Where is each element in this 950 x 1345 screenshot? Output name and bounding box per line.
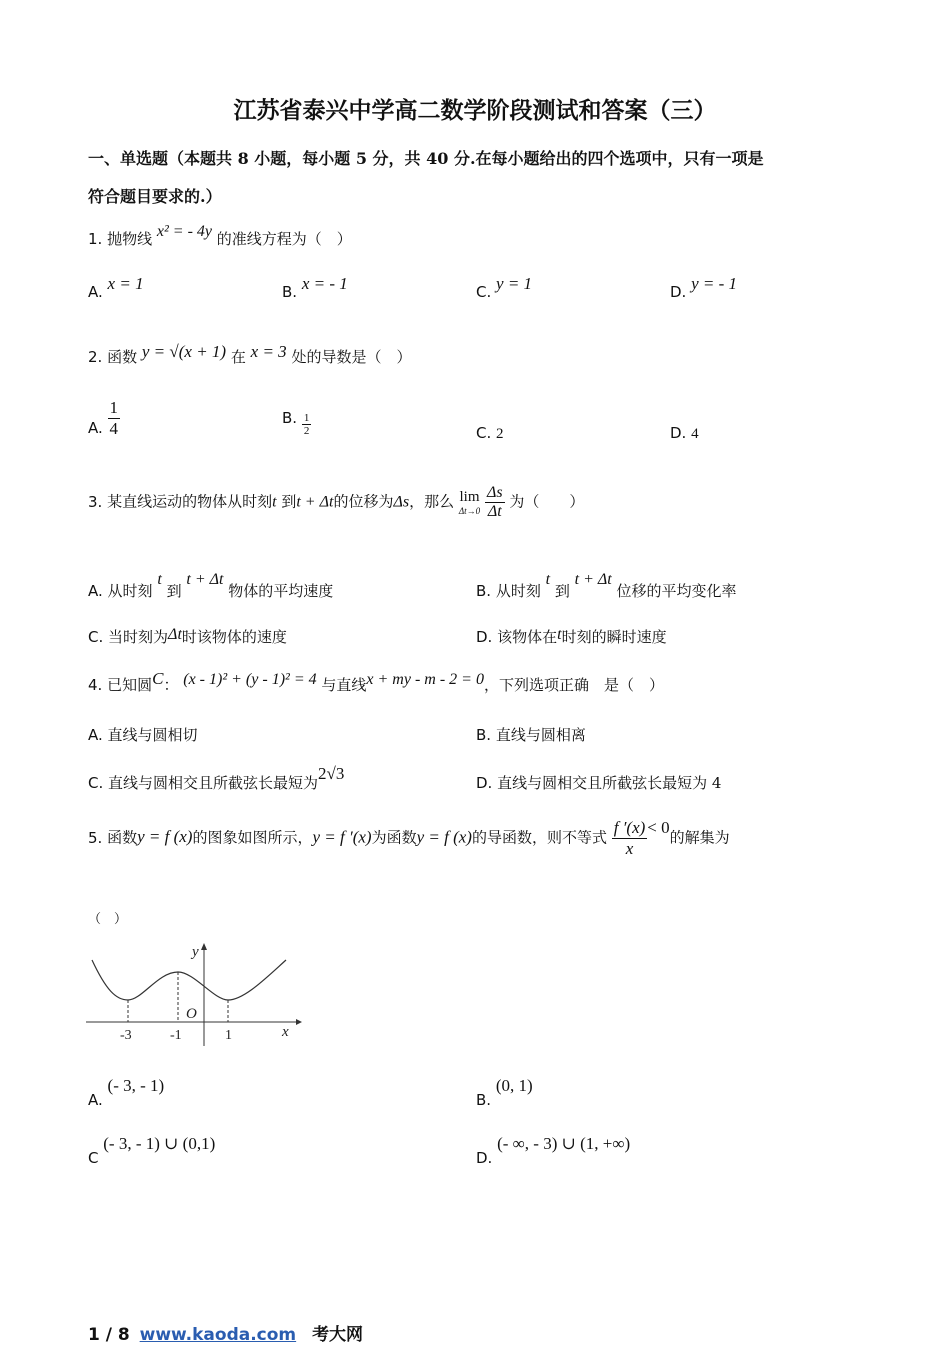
question-text: 的解集为 bbox=[669, 828, 730, 847]
option-text: y = 1 bbox=[496, 274, 533, 293]
fraction-denominator: 4 bbox=[109, 419, 119, 438]
equation: x² = - 4y bbox=[156, 223, 213, 240]
fraction-denominator: 2 bbox=[303, 425, 310, 437]
question-text: ，那么 bbox=[409, 492, 455, 511]
y-axis-arrow bbox=[201, 943, 207, 950]
equation: y = f (x) bbox=[137, 826, 193, 846]
question-text: 的准线方程为（ ） bbox=[216, 230, 352, 248]
equation: t + Δt bbox=[186, 571, 224, 588]
option-label: D. bbox=[476, 1149, 493, 1167]
equation: x = 3 bbox=[250, 342, 287, 361]
q5-option-d[interactable] bbox=[476, 1134, 631, 1167]
option-text: 从时刻 bbox=[495, 582, 541, 600]
equation: < 0 bbox=[647, 817, 670, 837]
limit-word: lim bbox=[459, 489, 480, 505]
option-label: C. bbox=[476, 283, 492, 301]
question-text: 在 bbox=[230, 348, 246, 366]
question-text: 为函数 bbox=[371, 828, 417, 847]
option-label: A. bbox=[88, 418, 103, 437]
question-text: 抛物线 bbox=[107, 230, 153, 248]
site-link[interactable]: www.kaoda.com bbox=[139, 1325, 297, 1345]
page-footer bbox=[88, 1320, 363, 1345]
page-number: 1 / 8 bbox=[88, 1325, 130, 1345]
question-text: 函数 bbox=[107, 348, 138, 366]
question-number: 5. bbox=[88, 828, 103, 847]
option-text: (- ∞, - 3) ∪ (1, +∞) bbox=[497, 1134, 631, 1153]
question-number: 4. bbox=[88, 676, 103, 694]
q5-option-c[interactable] bbox=[88, 1134, 216, 1167]
q4-option-b[interactable] bbox=[476, 724, 586, 745]
y-axis-label: y bbox=[192, 944, 199, 960]
fraction bbox=[108, 398, 121, 439]
q1-option-b[interactable] bbox=[282, 274, 348, 302]
question-text: 处的导数是（ ） bbox=[291, 348, 412, 366]
option-label: D. bbox=[476, 774, 493, 792]
option-text: y = - 1 bbox=[691, 274, 738, 293]
q5-option-b[interactable] bbox=[476, 1076, 533, 1109]
option-label: C. bbox=[476, 424, 492, 442]
question-2 bbox=[88, 342, 412, 367]
option-text: x = 1 bbox=[107, 274, 144, 293]
curve-fx bbox=[92, 960, 286, 1000]
option-label: A. bbox=[88, 283, 103, 301]
question-text: 为（ ） bbox=[509, 492, 585, 511]
fraction bbox=[302, 412, 312, 437]
q4-option-d[interactable] bbox=[476, 772, 721, 793]
q3-option-c[interactable] bbox=[88, 626, 287, 647]
math-var: Δs bbox=[393, 493, 410, 511]
fraction-numerator: 1 bbox=[109, 398, 119, 417]
limit-operator bbox=[459, 489, 480, 516]
option-label: C. bbox=[88, 628, 104, 646]
equation: t + Δt bbox=[574, 571, 612, 588]
function-graph bbox=[84, 938, 304, 1050]
question-3 bbox=[88, 484, 584, 521]
option-label: B. bbox=[476, 582, 492, 600]
question-5 bbox=[88, 818, 730, 859]
option-text: 从时刻 bbox=[107, 582, 153, 600]
question-text: 到 bbox=[281, 492, 297, 511]
equation: y = f (x) bbox=[416, 827, 472, 847]
option-text: 时该物体的速度 bbox=[181, 628, 287, 646]
origin-label: O bbox=[186, 1006, 197, 1022]
option-label: A. bbox=[88, 582, 103, 600]
equation: y = f ′(x) bbox=[312, 827, 372, 847]
q5-option-a[interactable] bbox=[88, 1076, 165, 1109]
option-text: 位移的平均变化率 bbox=[616, 582, 737, 600]
q3-option-d[interactable] bbox=[476, 626, 667, 647]
option-text: 当时刻为 bbox=[108, 628, 169, 646]
equation: (x - 1)² + (y - 1)² = 4 bbox=[183, 671, 317, 688]
option-text: 4 bbox=[691, 426, 699, 442]
option-label: C bbox=[88, 1149, 99, 1167]
option-text: (- 3, - 1) ∪ (0,1) bbox=[103, 1134, 216, 1153]
option-label: D. bbox=[670, 424, 687, 442]
math-var: t bbox=[545, 571, 551, 588]
fraction bbox=[612, 818, 648, 859]
question-number: 3. bbox=[88, 492, 103, 511]
q3-option-a[interactable] bbox=[88, 568, 334, 600]
section-heading-cont: 符合题目要求的.） bbox=[88, 187, 222, 206]
section-heading: 一、单选题（本题共 8 小题，每小题 5 分，共 40 分.在每小题给出的四个选项中，只有一项是 bbox=[88, 149, 764, 168]
fraction-numerator: f ′(x) bbox=[613, 818, 646, 837]
option-text: 直线与圆相交且所截弦长最短为 bbox=[108, 774, 319, 792]
option-text: 到 bbox=[554, 582, 570, 600]
limit-subscript: Δt→0 bbox=[458, 506, 481, 516]
q1-option-c[interactable] bbox=[476, 274, 533, 302]
option-text: 直线与圆相切 bbox=[107, 726, 198, 744]
q3-option-b[interactable] bbox=[476, 568, 737, 600]
fraction-denominator: Δt bbox=[487, 503, 502, 520]
tick-label-minus3: -3 bbox=[120, 1028, 132, 1043]
option-label: C. bbox=[88, 774, 104, 792]
option-label: D. bbox=[670, 283, 687, 301]
option-text: 到 bbox=[166, 582, 182, 600]
question-number: 1. bbox=[88, 230, 103, 248]
question-text: 的位移为 bbox=[333, 492, 394, 511]
question-text: 的图象如图所示， bbox=[192, 828, 313, 847]
question-number: 2. bbox=[88, 348, 103, 366]
question-text: 函数 bbox=[107, 828, 138, 847]
equation: x + my - m - 2 = 0 bbox=[366, 671, 484, 688]
option-text: 该物体在 bbox=[497, 628, 558, 646]
q2-option-d[interactable] bbox=[670, 424, 699, 443]
question-4 bbox=[88, 668, 664, 694]
option-label: D. bbox=[476, 628, 493, 646]
x-axis-arrow bbox=[296, 1019, 302, 1025]
option-label: A. bbox=[88, 1091, 103, 1109]
tick-label-1: 1 bbox=[225, 1028, 232, 1043]
math-var: t bbox=[557, 626, 562, 643]
page-title: 江苏省泰兴中学高二数学阶段测试和答案（三） bbox=[233, 97, 717, 124]
fraction-numerator: 1 bbox=[303, 412, 310, 424]
equation: 2√3 bbox=[318, 764, 345, 783]
q4-option-c[interactable] bbox=[88, 764, 345, 793]
q2-option-b[interactable] bbox=[282, 408, 311, 437]
q4-option-a[interactable] bbox=[88, 724, 198, 745]
math-var: t bbox=[272, 493, 277, 511]
question-text: 的导函数，则不等式 bbox=[471, 828, 607, 847]
math-var: Δt bbox=[168, 626, 182, 643]
option-label: B. bbox=[282, 408, 298, 427]
option-label: B. bbox=[476, 1091, 492, 1109]
question-text: ： bbox=[163, 676, 179, 694]
option-text: x = - 1 bbox=[301, 274, 348, 293]
math-var: t bbox=[157, 571, 162, 588]
q2-option-c[interactable] bbox=[476, 424, 504, 443]
option-text: 直线与圆相交且所截弦长最短为 4 bbox=[497, 774, 722, 792]
q1-option-a[interactable] bbox=[88, 274, 144, 302]
question-text: 与直线 bbox=[321, 676, 367, 694]
option-text: 直线与圆相离 bbox=[495, 726, 586, 744]
answer-paren: （ ） bbox=[88, 912, 128, 927]
q1-option-d[interactable] bbox=[670, 274, 738, 302]
option-text: 2 bbox=[496, 426, 504, 442]
fraction-denominator: x bbox=[625, 839, 634, 858]
x-axis-label: x bbox=[282, 1024, 289, 1040]
option-label: A. bbox=[88, 726, 103, 744]
option-label: B. bbox=[282, 283, 298, 301]
fraction-numerator: Δs bbox=[486, 484, 503, 501]
math-var: C bbox=[152, 669, 164, 688]
equation: t + Δt bbox=[296, 493, 334, 511]
question-text: 某直线运动的物体从时刻 bbox=[107, 492, 273, 511]
question-text: 已知圆 bbox=[107, 676, 153, 694]
site-brand: 考大网 bbox=[312, 1325, 364, 1345]
option-text: 物体的平均速度 bbox=[228, 582, 334, 600]
option-label: B. bbox=[476, 726, 492, 744]
option-text: (0, 1) bbox=[495, 1076, 533, 1095]
question-1 bbox=[88, 223, 352, 249]
fraction bbox=[485, 484, 505, 521]
question-text: ，下列选项正确 是（ ） bbox=[483, 676, 664, 694]
equation: y = √(x + 1) bbox=[141, 342, 227, 361]
tick-label-minus1: -1 bbox=[170, 1028, 182, 1043]
q2-option-a[interactable] bbox=[88, 398, 120, 439]
option-text: 时刻的瞬时速度 bbox=[561, 628, 667, 646]
option-text: (- 3, - 1) bbox=[107, 1076, 165, 1095]
